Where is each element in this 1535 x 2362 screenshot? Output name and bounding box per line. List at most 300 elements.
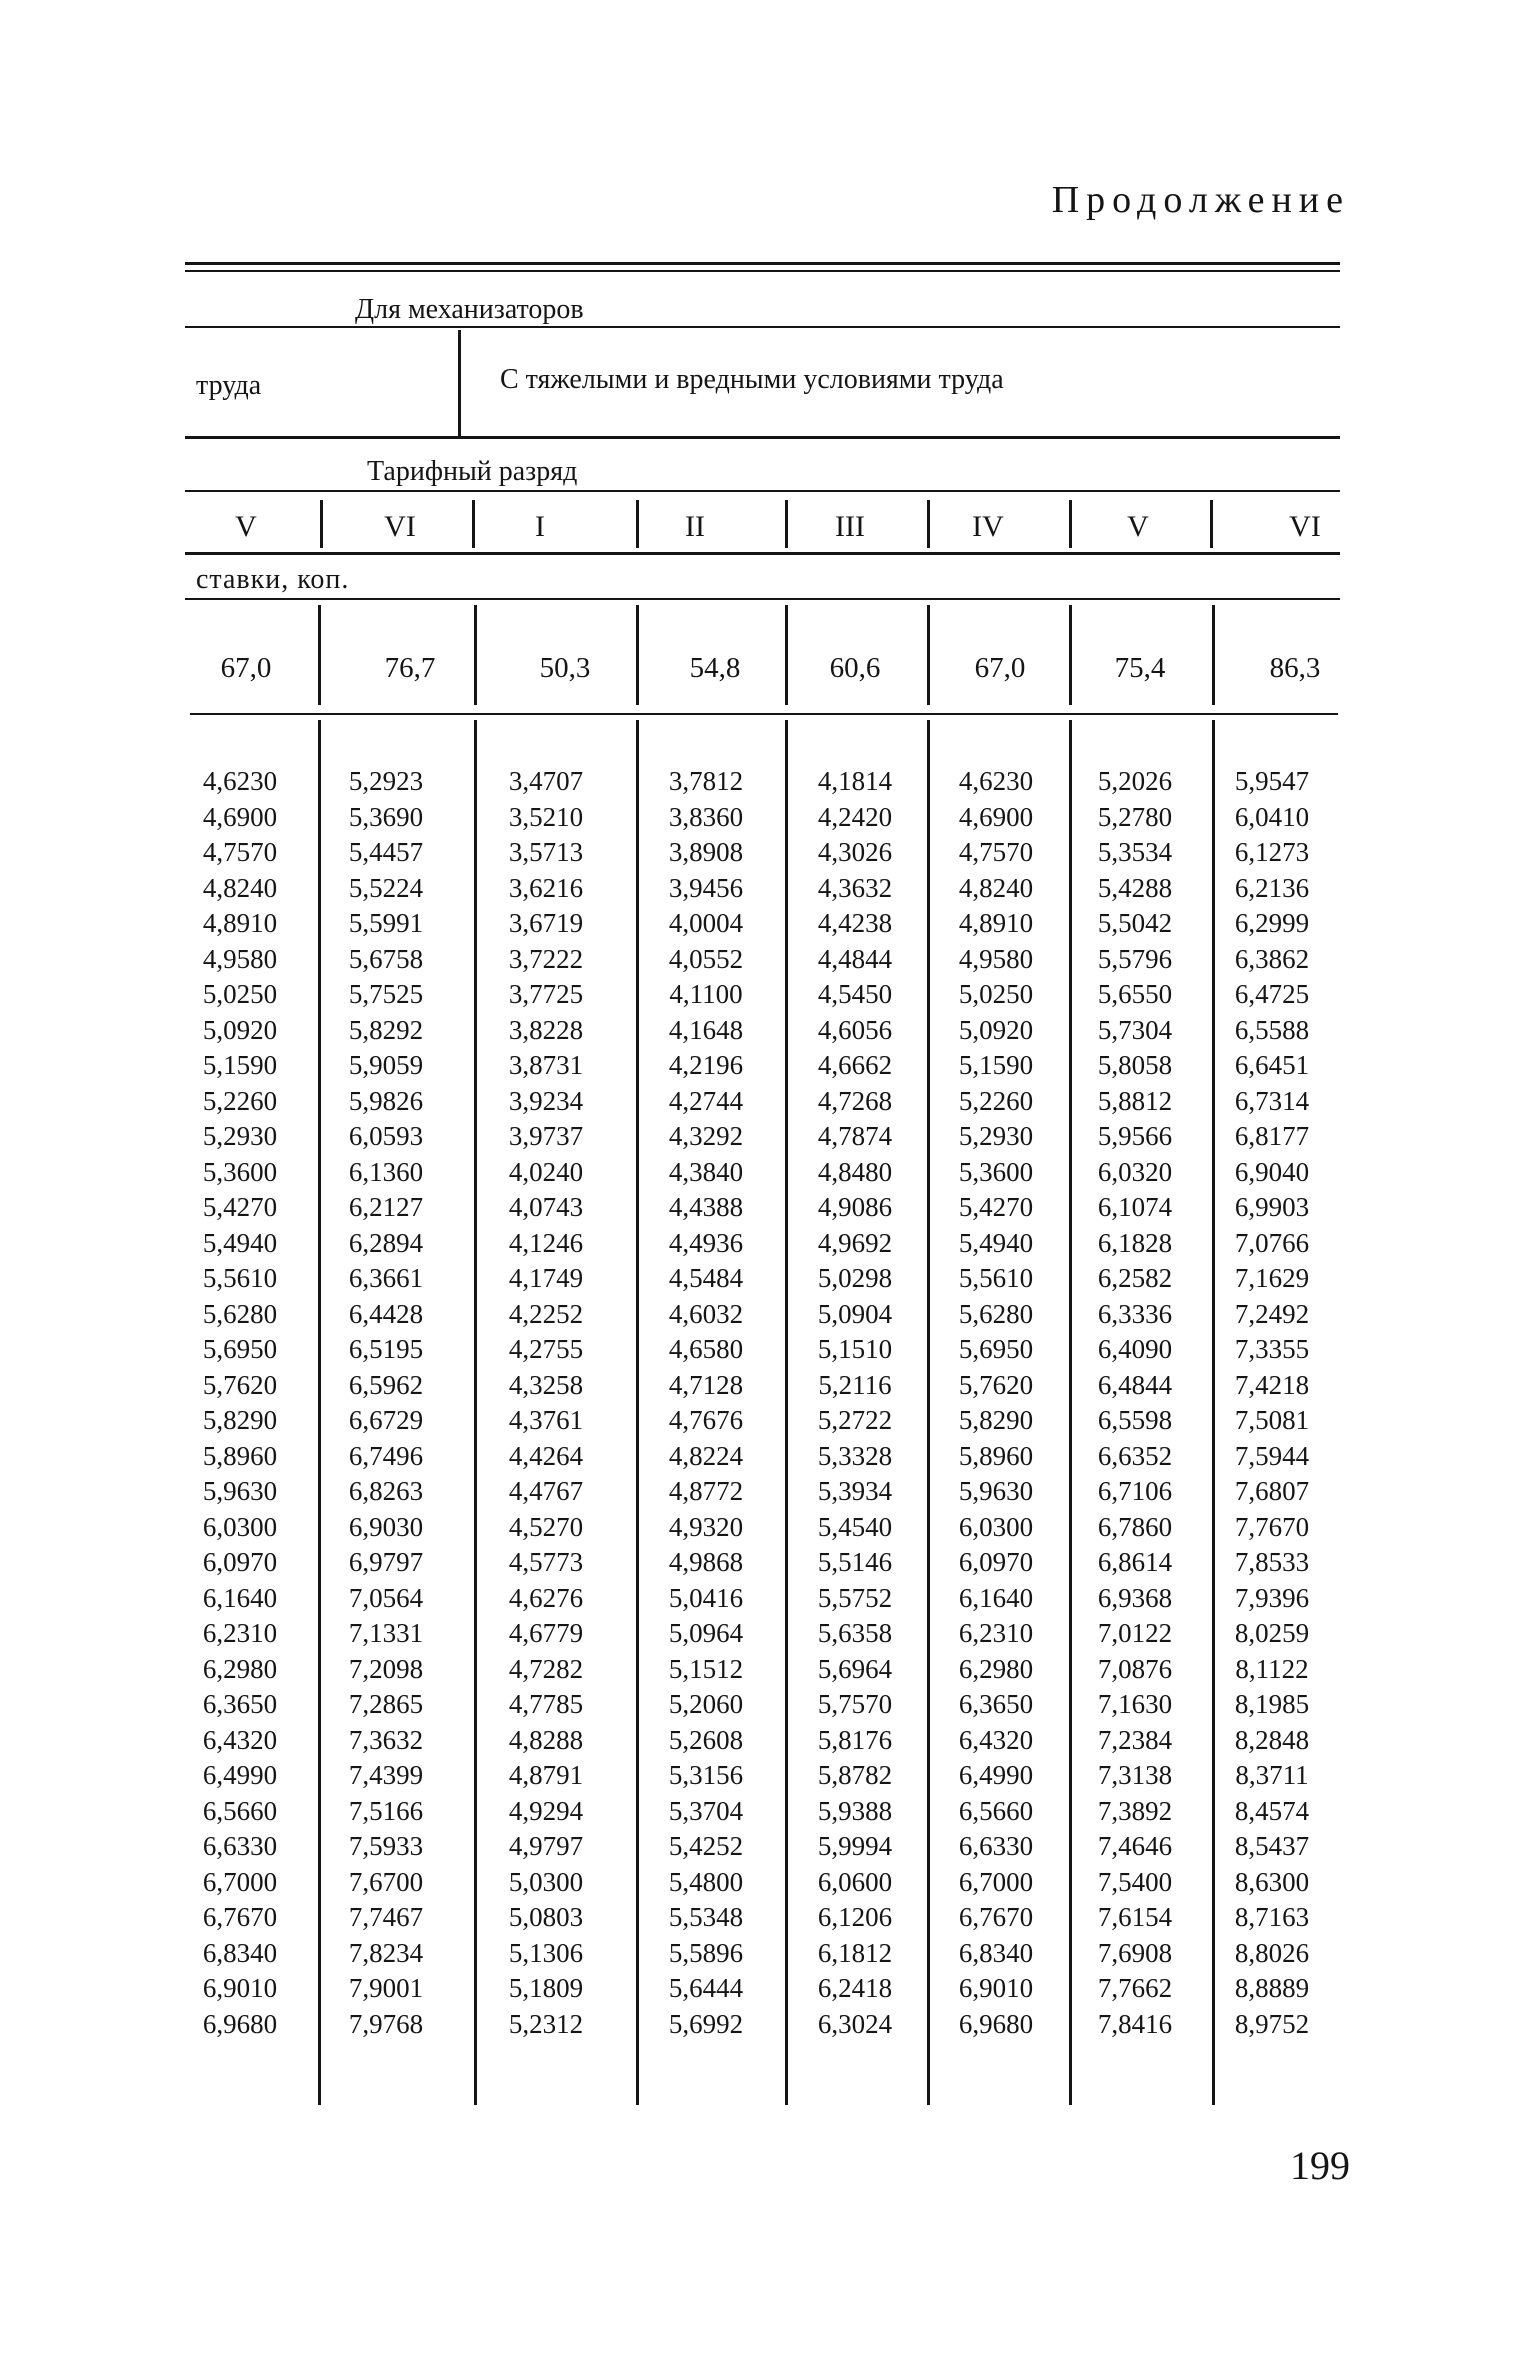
table-cell: 4,0743 bbox=[508, 1192, 584, 1222]
continuation-label: Продолжение bbox=[1051, 179, 1350, 221]
rule-under-grade-header bbox=[185, 490, 1340, 492]
table-cell: 4,3840 bbox=[668, 1157, 744, 1187]
table-cell: 5,2930 bbox=[202, 1121, 278, 1151]
table-cell: 4,9868 bbox=[668, 1547, 744, 1577]
table-cell: 8,6300 bbox=[1234, 1867, 1310, 1897]
rate-divider bbox=[1212, 605, 1215, 705]
table-cell: 6,1640 bbox=[202, 1583, 278, 1613]
table-cell: 5,5224 bbox=[348, 873, 424, 903]
table-cell: 3,7812 bbox=[668, 766, 744, 796]
table-cell: 5,3600 bbox=[958, 1157, 1034, 1187]
table-cell: 3,6719 bbox=[508, 908, 584, 938]
table-cell: 4,9692 bbox=[817, 1228, 893, 1258]
table-cell: 7,8234 bbox=[348, 1938, 424, 1968]
table-cell: 6,0600 bbox=[817, 1867, 893, 1897]
table-cell: 5,8292 bbox=[348, 1015, 424, 1045]
table-cell: 5,0416 bbox=[668, 1583, 744, 1613]
table-cell: 6,2127 bbox=[348, 1192, 424, 1222]
table-cell: 6,2980 bbox=[958, 1654, 1034, 1684]
table-cell: 6,0593 bbox=[348, 1121, 424, 1151]
table-cell: 4,8288 bbox=[508, 1725, 584, 1755]
table-cell: 7,3355 bbox=[1234, 1334, 1310, 1364]
table-cell: 5,6964 bbox=[817, 1654, 893, 1684]
table-cell: 4,7570 bbox=[202, 837, 278, 867]
rate-divider bbox=[785, 605, 788, 705]
table-cell: 6,9797 bbox=[348, 1547, 424, 1577]
grade-divider bbox=[636, 500, 639, 548]
table-cell: 6,5598 bbox=[1097, 1405, 1173, 1435]
table-cell: 4,6230 bbox=[958, 766, 1034, 796]
table-cell: 4,6032 bbox=[668, 1299, 744, 1329]
table-cell: 8,4574 bbox=[1234, 1796, 1310, 1826]
table-cell: 6,4990 bbox=[202, 1760, 278, 1790]
table-cell: 4,5450 bbox=[817, 979, 893, 1009]
table-cell: 6,2980 bbox=[202, 1654, 278, 1684]
table-cell: 5,0250 bbox=[958, 979, 1034, 1009]
table-cell: 3,5210 bbox=[508, 802, 584, 832]
table-cell: 5,6950 bbox=[202, 1334, 278, 1364]
table-cell: 5,0298 bbox=[817, 1263, 893, 1293]
table-cell: 7,9001 bbox=[348, 1973, 424, 2003]
table-cell: 7,0876 bbox=[1097, 1654, 1173, 1684]
table-cell: 6,0970 bbox=[202, 1547, 278, 1577]
table-cell: 7,0564 bbox=[348, 1583, 424, 1613]
table-cell: 8,0259 bbox=[1234, 1618, 1310, 1648]
table-cell: 4,8240 bbox=[958, 873, 1034, 903]
table-cell: 6,6330 bbox=[958, 1831, 1034, 1861]
table-cell: 7,6908 bbox=[1097, 1938, 1173, 1968]
table-cell: 4,0552 bbox=[668, 944, 744, 974]
table-cell: 6,9680 bbox=[202, 2009, 278, 2039]
table-cell: 5,6550 bbox=[1097, 979, 1173, 1009]
table-cell: 5,9994 bbox=[817, 1831, 893, 1861]
table-cell: 6,6729 bbox=[348, 1405, 424, 1435]
table-cell: 7,7670 bbox=[1234, 1512, 1310, 1542]
grade-col-4: II bbox=[685, 510, 705, 543]
table-cell: 5,4800 bbox=[668, 1867, 744, 1897]
table-cell: 4,0240 bbox=[508, 1157, 584, 1187]
table-cell: 4,8240 bbox=[202, 873, 278, 903]
table-cell: 6,2418 bbox=[817, 1973, 893, 2003]
table-cell: 3,9234 bbox=[508, 1086, 584, 1116]
table-cell: 7,0122 bbox=[1097, 1618, 1173, 1648]
table-cell: 5,4252 bbox=[668, 1831, 744, 1861]
table-cell: 6,9040 bbox=[1234, 1157, 1310, 1187]
rate-divider bbox=[927, 605, 930, 705]
table-cell: 4,2744 bbox=[668, 1086, 744, 1116]
grade-col-8: VI bbox=[1289, 510, 1321, 543]
table-cell: 4,6056 bbox=[817, 1015, 893, 1045]
table-cell: 5,6280 bbox=[958, 1299, 1034, 1329]
table-cell: 5,3534 bbox=[1097, 837, 1173, 867]
table-cell: 5,5610 bbox=[202, 1263, 278, 1293]
table-cell: 5,1306 bbox=[508, 1938, 584, 1968]
grade-col-3: I bbox=[535, 510, 545, 543]
table-cell: 5,2312 bbox=[508, 2009, 584, 2039]
table-cell: 4,9294 bbox=[508, 1796, 584, 1826]
table-cell: 7,8416 bbox=[1097, 2009, 1173, 2039]
table-cell: 4,0004 bbox=[668, 908, 744, 938]
table-cell: 8,1122 bbox=[1235, 1654, 1309, 1684]
top-rule-thin bbox=[185, 270, 1340, 272]
table-cell: 5,2060 bbox=[668, 1689, 744, 1719]
table-cell: 3,9737 bbox=[508, 1121, 584, 1151]
table-cell: 4,7874 bbox=[817, 1121, 893, 1151]
table-cell: 6,2310 bbox=[202, 1618, 278, 1648]
table-cell: 4,5484 bbox=[668, 1263, 744, 1293]
table-cell: 7,2492 bbox=[1234, 1299, 1310, 1329]
table-cell: 5,8176 bbox=[817, 1725, 893, 1755]
table-cell: 4,8480 bbox=[817, 1157, 893, 1187]
table-cell: 8,3711 bbox=[1235, 1760, 1309, 1790]
rate-col-3: 50,3 bbox=[539, 652, 591, 684]
table-cell: 5,4270 bbox=[958, 1192, 1034, 1222]
table-cell: 6,2999 bbox=[1234, 908, 1310, 938]
table-cell: 4,6900 bbox=[202, 802, 278, 832]
table-cell: 5,1510 bbox=[817, 1334, 893, 1364]
grade-divider bbox=[320, 500, 323, 548]
grade-divider bbox=[1069, 500, 1072, 548]
table-cell: 4,6580 bbox=[668, 1334, 744, 1364]
rate-col-2: 76,7 bbox=[384, 652, 436, 684]
table-cell: 7,4218 bbox=[1234, 1370, 1310, 1400]
table-cell: 6,8340 bbox=[202, 1938, 278, 1968]
table-cell: 5,9630 bbox=[958, 1476, 1034, 1506]
table-cell: 3,8731 bbox=[508, 1050, 584, 1080]
table-cell: 5,0920 bbox=[202, 1015, 278, 1045]
table-cell: 7,6807 bbox=[1234, 1476, 1310, 1506]
table-cell: 8,8889 bbox=[1234, 1973, 1310, 2003]
table-cell: 5,8058 bbox=[1097, 1050, 1173, 1080]
table-cell: 5,6280 bbox=[202, 1299, 278, 1329]
table-cell: 8,2848 bbox=[1234, 1725, 1310, 1755]
table-cell: 6,7670 bbox=[202, 1902, 278, 1932]
table-cell: 6,9680 bbox=[958, 2009, 1034, 2039]
table-cell: 5,2260 bbox=[202, 1086, 278, 1116]
grade-header: Тарифный разряд bbox=[367, 456, 578, 487]
table-cell: 5,5610 bbox=[958, 1263, 1034, 1293]
table-cell: 7,9396 bbox=[1234, 1583, 1310, 1613]
table-cell: 4,4388 bbox=[668, 1192, 744, 1222]
table-cell: 8,1985 bbox=[1234, 1689, 1310, 1719]
table-cell: 7,2384 bbox=[1097, 1725, 1173, 1755]
table-cell: 6,4428 bbox=[348, 1299, 424, 1329]
table-cell: 6,9010 bbox=[202, 1973, 278, 2003]
table-cell: 5,3156 bbox=[668, 1760, 744, 1790]
data-divider bbox=[636, 720, 639, 2105]
table-cell: 4,4936 bbox=[668, 1228, 744, 1258]
table-cell: 4,7128 bbox=[668, 1370, 744, 1400]
table-cell: 5,0964 bbox=[668, 1618, 744, 1648]
table-cell: 4,7570 bbox=[958, 837, 1034, 867]
table-cell: 5,6758 bbox=[348, 944, 424, 974]
table-cell: 4,4844 bbox=[817, 944, 893, 974]
grade-col-5: III bbox=[835, 510, 865, 543]
table-cell: 5,7304 bbox=[1097, 1015, 1173, 1045]
table-cell: 5,0250 bbox=[202, 979, 278, 1009]
table-cell: 6,9903 bbox=[1234, 1192, 1310, 1222]
table-cell: 4,6230 bbox=[202, 766, 278, 796]
table-cell: 3,9456 bbox=[668, 873, 744, 903]
table-cell: 5,5348 bbox=[668, 1902, 744, 1932]
table-cell: 3,6216 bbox=[508, 873, 584, 903]
table-cell: 4,2420 bbox=[817, 802, 893, 832]
table-cell: 6,0300 bbox=[202, 1512, 278, 1542]
table-cell: 6,1812 bbox=[817, 1938, 893, 1968]
table-cell: 4,7282 bbox=[508, 1654, 584, 1684]
table-cell: 5,4940 bbox=[202, 1228, 278, 1258]
table-cell: 6,6330 bbox=[202, 1831, 278, 1861]
table-cell: 7,3892 bbox=[1097, 1796, 1173, 1826]
table-cell: 5,1590 bbox=[202, 1050, 278, 1080]
table-cell: 6,2310 bbox=[958, 1618, 1034, 1648]
table-cell: 6,1074 bbox=[1097, 1192, 1173, 1222]
table-cell: 5,1512 bbox=[668, 1654, 744, 1684]
rate-divider bbox=[636, 605, 639, 705]
table-cell: 7,4646 bbox=[1097, 1831, 1173, 1861]
rate-col-4: 54,8 bbox=[689, 652, 741, 684]
table-cell: 5,9388 bbox=[817, 1796, 893, 1826]
table-cell: 5,3934 bbox=[817, 1476, 893, 1506]
table-cell: 3,4707 bbox=[508, 766, 584, 796]
table-cell: 4,8910 bbox=[202, 908, 278, 938]
table-cell: 6,7000 bbox=[202, 1867, 278, 1897]
table-cell: 5,9630 bbox=[202, 1476, 278, 1506]
table-cell: 4,9580 bbox=[958, 944, 1034, 974]
table-cell: 6,9030 bbox=[348, 1512, 424, 1542]
table-cell: 7,7467 bbox=[348, 1902, 424, 1932]
table-cell: 5,8960 bbox=[958, 1441, 1034, 1471]
table-cell: 7,9768 bbox=[348, 2009, 424, 2039]
table-cell: 5,1590 bbox=[958, 1050, 1034, 1080]
rate-col-7: 75,4 bbox=[1114, 652, 1166, 684]
table-cell: 7,6700 bbox=[348, 1867, 424, 1897]
table-cell: 6,7860 bbox=[1097, 1512, 1173, 1542]
table-cell: 6,0410 bbox=[1234, 802, 1310, 832]
table-cell: 6,1206 bbox=[817, 1902, 893, 1932]
table-cell: 8,5437 bbox=[1234, 1831, 1310, 1861]
table-cell: 4,3026 bbox=[817, 837, 893, 867]
table-cell: 6,8614 bbox=[1097, 1547, 1173, 1577]
table-cell: 7,3632 bbox=[348, 1725, 424, 1755]
table-cell: 6,3336 bbox=[1097, 1299, 1173, 1329]
table-cell: 6,2136 bbox=[1234, 873, 1310, 903]
table-cell: 4,9320 bbox=[668, 1512, 744, 1542]
table-cell: 6,8263 bbox=[348, 1476, 424, 1506]
table-cell: 6,5962 bbox=[348, 1370, 424, 1400]
table-cell: 6,4725 bbox=[1234, 979, 1310, 1009]
table-cell: 4,1814 bbox=[817, 766, 893, 796]
table-cell: 4,1749 bbox=[508, 1263, 584, 1293]
table-cell: 5,8812 bbox=[1097, 1086, 1173, 1116]
table-cell: 6,5588 bbox=[1234, 1015, 1310, 1045]
rates-label: ставки, коп. bbox=[196, 564, 350, 595]
rate-divider bbox=[1069, 605, 1072, 705]
table-cell: 6,4844 bbox=[1097, 1370, 1173, 1400]
data-divider bbox=[474, 720, 477, 2105]
rule-under-group-header bbox=[185, 326, 1340, 328]
rule-under-conditions bbox=[185, 436, 1340, 439]
rule-under-rates-label bbox=[185, 598, 1340, 600]
table-cell: 6,1360 bbox=[348, 1157, 424, 1187]
rate-divider bbox=[318, 605, 321, 705]
table-cell: 6,1640 bbox=[958, 1583, 1034, 1613]
table-cell: 6,6352 bbox=[1097, 1441, 1173, 1471]
grade-divider bbox=[927, 500, 930, 548]
rate-col-6: 67,0 bbox=[974, 652, 1026, 684]
grade-divider bbox=[785, 500, 788, 548]
table-cell: 6,7496 bbox=[348, 1441, 424, 1471]
table-cell: 4,4238 bbox=[817, 908, 893, 938]
table-cell: 4,1100 bbox=[669, 979, 743, 1009]
table-cell: 4,9580 bbox=[202, 944, 278, 974]
table-cell: 6,3862 bbox=[1234, 944, 1310, 974]
table-cell: 5,2116 bbox=[818, 1370, 892, 1400]
table-cell: 6,4320 bbox=[202, 1725, 278, 1755]
table-cell: 4,2755 bbox=[508, 1334, 584, 1364]
table-cell: 5,7620 bbox=[202, 1370, 278, 1400]
rate-col-5: 60,6 bbox=[829, 652, 881, 684]
table-cell: 4,1246 bbox=[508, 1228, 584, 1258]
group-header: Для механизаторов bbox=[355, 294, 584, 325]
table-cell: 6,7670 bbox=[958, 1902, 1034, 1932]
table-cell: 4,3258 bbox=[508, 1370, 584, 1400]
table-cell: 6,3650 bbox=[958, 1689, 1034, 1719]
table-cell: 7,5944 bbox=[1234, 1441, 1310, 1471]
table-cell: 5,4270 bbox=[202, 1192, 278, 1222]
table-cell: 5,9826 bbox=[348, 1086, 424, 1116]
table-cell: 5,0904 bbox=[817, 1299, 893, 1329]
table-cell: 4,8224 bbox=[668, 1441, 744, 1471]
data-divider bbox=[927, 720, 930, 2105]
table-cell: 5,4940 bbox=[958, 1228, 1034, 1258]
rate-col-1: 67,0 bbox=[220, 652, 272, 684]
table-cell: 6,3024 bbox=[817, 2009, 893, 2039]
table-cell: 5,8782 bbox=[817, 1760, 893, 1790]
table-cell: 6,7314 bbox=[1234, 1086, 1310, 1116]
table-cell: 7,1629 bbox=[1234, 1263, 1310, 1293]
table-cell: 4,2252 bbox=[508, 1299, 584, 1329]
table-cell: 5,5042 bbox=[1097, 908, 1173, 938]
table-cell: 6,8177 bbox=[1234, 1121, 1310, 1151]
table-cell: 5,3690 bbox=[348, 802, 424, 832]
table-cell: 5,9547 bbox=[1234, 766, 1310, 796]
table-cell: 6,2894 bbox=[348, 1228, 424, 1258]
grade-col-1: V bbox=[235, 510, 257, 543]
table-cell: 5,4457 bbox=[348, 837, 424, 867]
table-cell: 5,5991 bbox=[348, 908, 424, 938]
table-cell: 6,4090 bbox=[1097, 1334, 1173, 1364]
table-cell: 7,4399 bbox=[348, 1760, 424, 1790]
table-cell: 5,3328 bbox=[817, 1441, 893, 1471]
rule-under-grades bbox=[185, 552, 1340, 555]
table-cell: 6,5660 bbox=[958, 1796, 1034, 1826]
table-cell: 5,8960 bbox=[202, 1441, 278, 1471]
table-cell: 4,4264 bbox=[508, 1441, 584, 1471]
table-cell: 3,5713 bbox=[508, 837, 584, 867]
grade-divider bbox=[472, 500, 475, 548]
table-cell: 4,6779 bbox=[508, 1618, 584, 1648]
table-cell: 5,6950 bbox=[958, 1334, 1034, 1364]
table-cell: 3,7725 bbox=[508, 979, 584, 1009]
table-cell: 3,8228 bbox=[508, 1015, 584, 1045]
table-cell: 5,1809 bbox=[508, 1973, 584, 2003]
table-cell: 6,7106 bbox=[1097, 1476, 1173, 1506]
table-cell: 7,5400 bbox=[1097, 1867, 1173, 1897]
condition-heavy: С тяжелыми и вредными условиями труда bbox=[500, 364, 1004, 395]
table-cell: 6,1273 bbox=[1234, 837, 1310, 867]
page-number: 199 bbox=[1290, 2143, 1350, 2188]
table-cell: 5,4540 bbox=[817, 1512, 893, 1542]
rate-divider bbox=[474, 605, 477, 705]
table-cell: 4,7676 bbox=[668, 1405, 744, 1435]
table-cell: 5,3704 bbox=[668, 1796, 744, 1826]
table-cell: 5,6358 bbox=[817, 1618, 893, 1648]
table-cell: 5,9566 bbox=[1097, 1121, 1173, 1151]
condition-left: труда bbox=[196, 370, 262, 401]
table-cell: 5,3600 bbox=[202, 1157, 278, 1187]
table-cell: 7,8533 bbox=[1234, 1547, 1310, 1577]
table-cell: 5,0920 bbox=[958, 1015, 1034, 1045]
table-cell: 4,9797 bbox=[508, 1831, 584, 1861]
table-cell: 4,6276 bbox=[508, 1583, 584, 1613]
grade-col-7: V bbox=[1127, 510, 1149, 543]
table-cell: 7,5933 bbox=[348, 1831, 424, 1861]
table-cell: 6,7000 bbox=[958, 1867, 1034, 1897]
table-cell: 6,5195 bbox=[348, 1334, 424, 1364]
table-cell: 6,9010 bbox=[958, 1973, 1034, 2003]
table-cell: 5,2260 bbox=[958, 1086, 1034, 1116]
table-cell: 4,6662 bbox=[817, 1050, 893, 1080]
table-cell: 7,2865 bbox=[348, 1689, 424, 1719]
table-cell: 6,8340 bbox=[958, 1938, 1034, 1968]
table-cell: 5,0803 bbox=[508, 1902, 584, 1932]
rate-col-8: 86,3 bbox=[1269, 652, 1321, 684]
table-cell: 5,8290 bbox=[958, 1405, 1034, 1435]
table-cell: 6,3650 bbox=[202, 1689, 278, 1719]
table-cell: 6,5660 bbox=[202, 1796, 278, 1826]
table-cell: 6,0970 bbox=[958, 1547, 1034, 1577]
table-cell: 5,2923 bbox=[348, 766, 424, 796]
table-cell: 4,7268 bbox=[817, 1086, 893, 1116]
table-cell: 6,6451 bbox=[1234, 1050, 1310, 1080]
table-cell: 5,2930 bbox=[958, 1121, 1034, 1151]
table-cell: 6,4990 bbox=[958, 1760, 1034, 1790]
table-cell: 8,7163 bbox=[1234, 1902, 1310, 1932]
grade-col-6: IV bbox=[972, 510, 1004, 543]
table-cell: 5,8290 bbox=[202, 1405, 278, 1435]
table-cell: 5,7620 bbox=[958, 1370, 1034, 1400]
table-cell: 7,7662 bbox=[1097, 1973, 1173, 2003]
table-cell: 4,3761 bbox=[508, 1405, 584, 1435]
table-cell: 4,8791 bbox=[508, 1760, 584, 1790]
table-cell: 6,0300 bbox=[958, 1512, 1034, 1542]
table-cell: 5,7570 bbox=[817, 1689, 893, 1719]
table-cell: 5,2780 bbox=[1097, 802, 1173, 832]
table-cell: 4,8910 bbox=[958, 908, 1034, 938]
condition-divider bbox=[458, 330, 461, 438]
table-cell: 6,1828 bbox=[1097, 1228, 1173, 1258]
table-cell: 3,8908 bbox=[668, 837, 744, 867]
table-cell: 5,4288 bbox=[1097, 873, 1173, 903]
table-cell: 6,0320 bbox=[1097, 1157, 1173, 1187]
table-cell: 5,5796 bbox=[1097, 944, 1173, 974]
table-cell: 6,2582 bbox=[1097, 1263, 1173, 1293]
table-cell: 5,5752 bbox=[817, 1583, 893, 1613]
table-cell: 6,4320 bbox=[958, 1725, 1034, 1755]
table-cell: 5,0300 bbox=[508, 1867, 584, 1897]
table-cell: 5,2722 bbox=[817, 1405, 893, 1435]
